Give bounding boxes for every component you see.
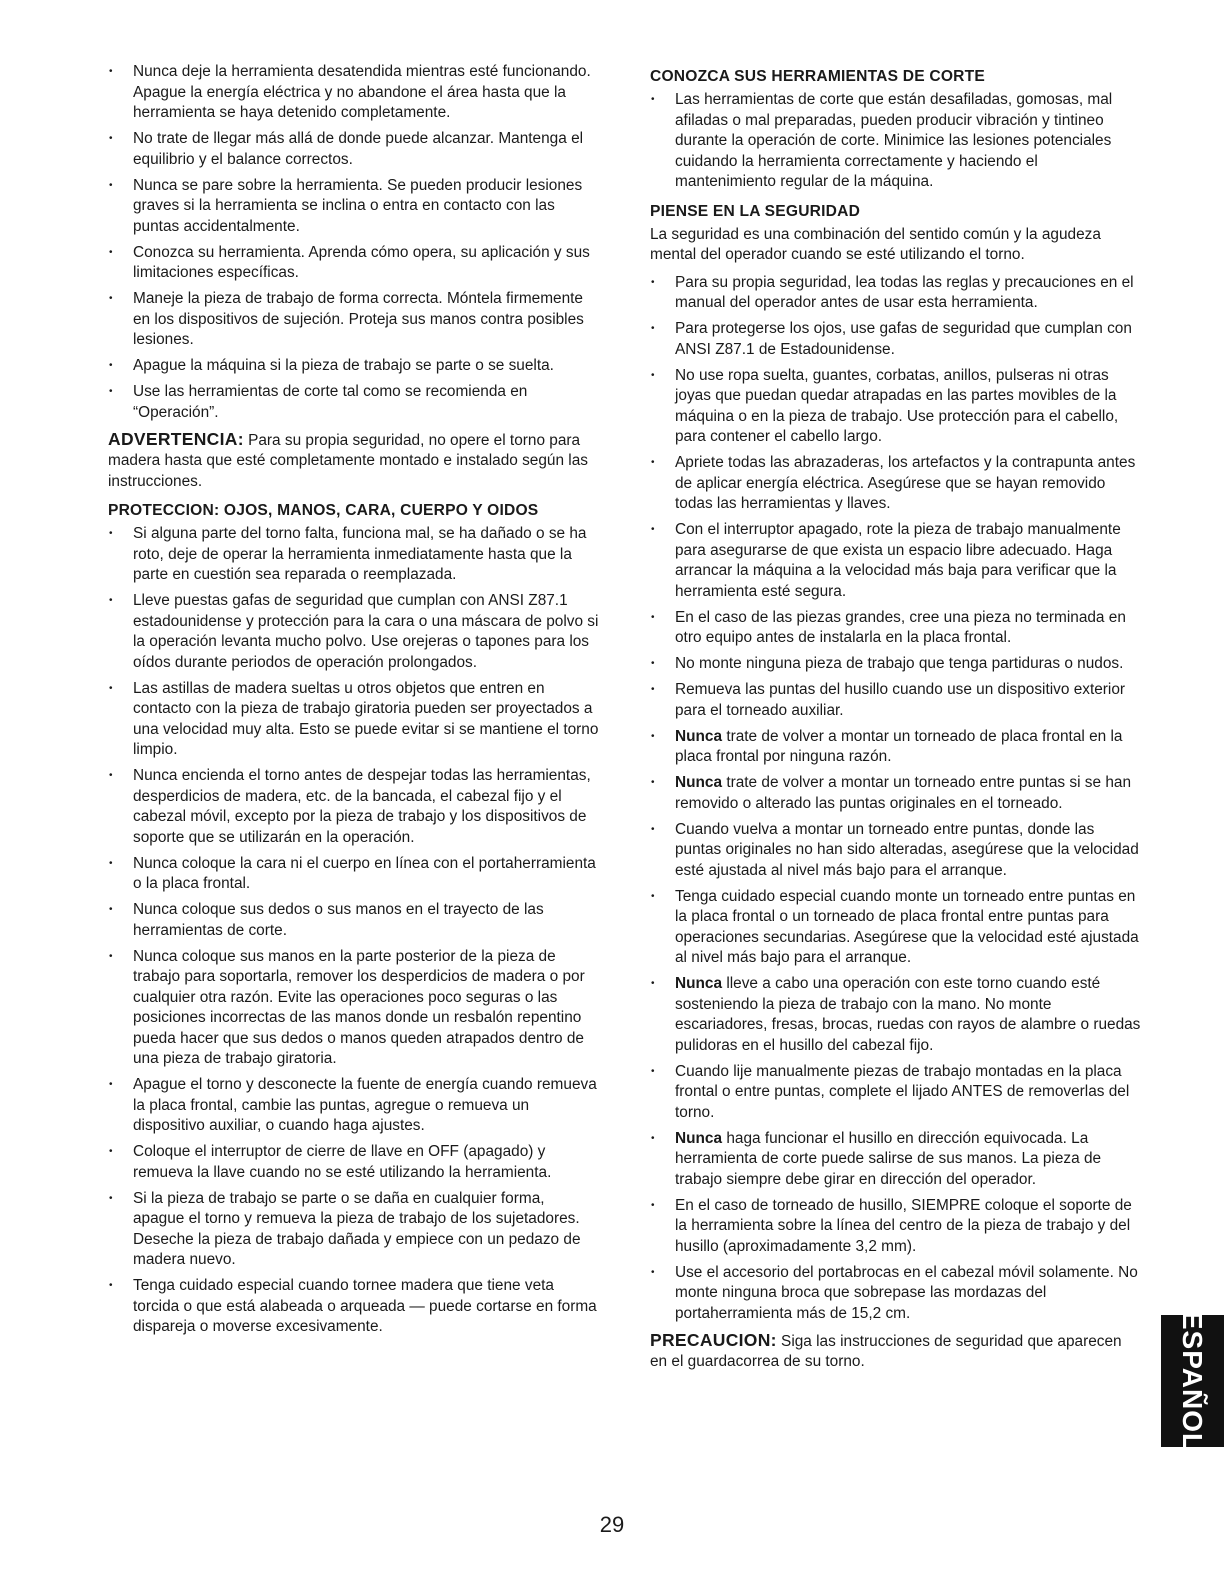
list-item: • Nunca coloque sus dedos o sus manos en el trayecto de las herramientas de corte. bbox=[108, 900, 600, 941]
list-item bbox=[650, 680, 1142, 721]
list-item bbox=[650, 1196, 1142, 1258]
list-item-text: Para su propia seguridad, lea todas las reglas y precauciones en el manual del operador antes de usar esta herramienta. bbox=[675, 273, 1134, 311]
page-number: 29 bbox=[599, 1512, 625, 1537]
list-item: • Lleve puestas gafas de seguridad que cumplan con ANSI Z87.1 estadounidense y protección para la cara o una máscara de polvo si la operación levanta mucho polvo. Use orejeras o tapones para los oídos durante periodos de operación prolongados. bbox=[108, 591, 600, 673]
list-item-text: En el caso de las piezas grandes, cree una pieza no terminada en otro equipo antes de instalarla en la placa frontal. bbox=[675, 608, 1126, 646]
list-item bbox=[650, 273, 1142, 314]
list-item-text: Apriete todas las abrazaderas, los artefactos y la contrapunta antes de aplicar energía eléctrica. Asegúrese que se hayan removido todas las herramientas y llaves. bbox=[675, 454, 1136, 512]
list-item: • Maneje la pieza de trabajo de forma correcta. Móntela firmemente en los dispositivos de sujeción. Proteja sus manos contra posibles lesiones. bbox=[108, 289, 600, 351]
list-item-text: No use ropa suelta, guantes, corbatas, anillos, pulseras ni otras joyas que puedan quedar atrapadas en las partes movibles de la máquina o en la pieza de trabajo. Use protección para el cabello, para contener el cabello largo. bbox=[675, 366, 1119, 445]
list-item bbox=[650, 820, 1142, 882]
list-item bbox=[650, 887, 1142, 969]
list-item: • Apague la máquina si la pieza de trabajo se parte o se suelta. bbox=[108, 356, 600, 377]
list-item-text: Para protegerse los ojos, use gafas de seguridad que cumplan con ANSI Z87.1 de Estadounidense. bbox=[675, 320, 1132, 358]
list-item: • Nunca deje la herramienta desatendida mientras esté funcionando. Apague la energía eléctrica y no abandone el área hasta que la herramienta se haya detenido completamente. bbox=[108, 62, 600, 124]
list-item: • Nunca se pare sobre la herramienta. Se pueden producir lesiones graves si la herramienta se inclina o entra en contacto con las puntas accidentalmente. bbox=[108, 176, 600, 238]
list-item-text: Tenga cuidado especial cuando monte un torneado entre puntas en la placa frontal o un torneado de placa frontal entre puntas para operaciones secundarias. Asegúrese que la velocidad esté ajustada al nivel más bajo para el arranque. bbox=[675, 887, 1139, 966]
list-item: • Coloque el interruptor de cierre de llave en OFF (apagado) y remueva la llave cuando no se esté utilizando la herramienta. bbox=[108, 1142, 600, 1183]
right-column bbox=[650, 62, 1142, 1380]
list-item-text: Cuando vuelva a montar un torneado entre puntas, donde las puntas originales no han sido alteradas, asegúrese que la velocidad esté ajustada al nivel más bajo para el arranque. bbox=[675, 820, 1139, 879]
list-item-emphasis: Nunca bbox=[675, 727, 723, 745]
list-item bbox=[650, 1062, 1142, 1124]
list-item: • Use las herramientas de corte tal como se recomienda en “Operación”. bbox=[108, 382, 600, 423]
list-item-emphasis: Nunca bbox=[675, 1129, 723, 1147]
list-item: • No trate de llegar más allá de donde puede alcanzar. Mantenga el equilibrio y el balance correctos. bbox=[108, 129, 600, 170]
list-item bbox=[650, 319, 1142, 360]
list-item bbox=[650, 773, 1142, 814]
warning-text: Para su propia seguridad, no opere el torno para madera hasta que esté completamente montado e instalado según las instrucciones. bbox=[108, 431, 588, 490]
cutting-tools-heading: CONOZCA SUS HERRAMIENTAS DE CORTE bbox=[650, 68, 985, 85]
protection-list bbox=[108, 524, 600, 1338]
list-item bbox=[650, 974, 1142, 1056]
general-safety-list bbox=[108, 62, 600, 423]
list-item bbox=[650, 1129, 1142, 1191]
list-item-text: Cuando lije manualmente piezas de trabajo montadas en la placa frontal o entre puntas, complete el lijado ANTES de removerlas del torno. bbox=[675, 1062, 1130, 1121]
warning-label: ADVERTENCIA: bbox=[108, 428, 244, 449]
list-item-emphasis: Nunca bbox=[675, 774, 723, 791]
list-item: • Nunca coloque sus manos en la parte posterior de la pieza de trabajo para soportarla, remover los desperdicios de madera o por cualquier otra razón. Evite las operaciones poco seguras o las posiciones incorrectas de las manos donde un resbalón repentino pueda hacer que sus dedos o manos queden atrapados dentro de una pieza de trabajo giratoria. bbox=[108, 947, 600, 1070]
list-item-text: No monte ninguna pieza de trabajo que tenga partiduras o nudos. bbox=[675, 655, 1124, 672]
list-item bbox=[650, 654, 1142, 675]
list-item-text: Use el accesorio del portabrocas en el cabezal móvil solamente. No monte ninguna broca que sobrepase las mordazas del portaherramienta más de 15,2 cm. bbox=[675, 1263, 1138, 1322]
left-column bbox=[108, 62, 600, 1343]
caution-text: Siga las instrucciones de seguridad que aparecen en el guardacorrea de su torno. bbox=[650, 1332, 1122, 1370]
list-item: • Las astillas de madera sueltas u otros objetos que entren en contacto con la pieza de trabajo giratoria pueden ser proyectados a una velocidad muy alta. Esto se puede evitar si se mantiene el torno limpio. bbox=[108, 679, 600, 761]
list-item bbox=[650, 727, 1142, 768]
list-item bbox=[650, 520, 1142, 602]
list-item-text: Con el interruptor apagado, rote la pieza de trabajo manualmente para asegurarse de que exista un espacio libre adecuado. Haga arrancar la máquina a la velocidad más baja para verificar que la herramienta esté segura. bbox=[675, 521, 1121, 600]
caution-label: PRECAUCION: bbox=[650, 1329, 777, 1350]
list-item: • Si alguna parte del torno falta, funciona mal, se ha dañado o se ha roto, deje de operar la herramienta inmediatamente hasta que la parte en cuestión sea reparada o reemplazada. bbox=[108, 524, 600, 586]
list-item: • Nunca coloque la cara ni el cuerpo en línea con el portaherramienta o la placa frontal. bbox=[108, 854, 600, 895]
safety-intro: La seguridad es una combinación del sentido común y la agudeza mental del operador cuando se esté utilizando el torno. bbox=[650, 225, 1101, 263]
list-item: • Conozca su herramienta. Aprenda cómo opera, su aplicación y sus limitaciones específicas. bbox=[108, 243, 600, 284]
list-item bbox=[650, 608, 1142, 649]
list-item-text: trate de volver a montar un torneado de placa frontal en la placa frontal por ninguna razón. bbox=[675, 727, 1123, 765]
list-item: • Nunca encienda el torno antes de despejar todas las herramientas, desperdicios de madera, etc. de la bancada, el cabezal fijo y el cabezal móvil, excepto por la pieza de trabajo y los dispositivos de soporte que se utilizarán en la operación. bbox=[108, 766, 600, 848]
list-item bbox=[650, 453, 1142, 515]
safety-heading: PIENSE EN LA SEGURIDAD bbox=[650, 202, 861, 220]
protection-heading: PROTECCION: OJOS, MANOS, CARA, CUERPO Y OIDOS bbox=[108, 502, 539, 519]
list-item: • Si la pieza de trabajo se parte o se daña en cualquier forma, apague el torno y remueva la pieza de trabajo de los sujetadores. Deseche la pieza de trabajo dañada y empiece con un pedazo de madera nuevo. bbox=[108, 1189, 600, 1271]
list-item-emphasis: Nunca bbox=[675, 975, 723, 992]
warning-paragraph bbox=[108, 429, 600, 493]
cutting-tools-list bbox=[650, 90, 1142, 193]
language-tab bbox=[1161, 1310, 1224, 1452]
list-item: • Las herramientas de corte que están desafiladas, gomosas, mal afiladas o mal preparadas, pueden producir vibración y tintineo durante la operación de corte. Minimice las lesiones potenciales cuidando la herramienta correctamente y haciendo el mantenimiento regular de la máquina. bbox=[650, 90, 1142, 193]
list-item-text: haga funcionar el husillo en dirección equivocada. La herramienta de corte puede salirse de sus manos. La pieza de trabajo siempre debe girar en dirección del operador. bbox=[675, 1129, 1102, 1188]
list-item-text: En el caso de torneado de husillo, SIEMPRE coloque el soporte de la herramienta sobre la línea del centro de la pieza de trabajo y del husillo (aproximadamente 3,2 mm). bbox=[675, 1196, 1132, 1255]
safety-list bbox=[650, 273, 1142, 1325]
list-item-text: trate de volver a montar un torneado entre puntas si se han removido o alterado las puntas originales en el torneado. bbox=[675, 774, 1132, 812]
list-item bbox=[650, 366, 1142, 448]
language-tab-label: ESPAÑOL bbox=[1177, 1310, 1209, 1452]
caution-paragraph bbox=[650, 1330, 1142, 1373]
list-item-text: Remueva las puntas del husillo cuando use un dispositivo exterior para el torneado auxiliar. bbox=[675, 681, 1126, 719]
list-item bbox=[650, 1263, 1142, 1325]
list-item: • Apague el torno y desconecte la fuente de energía cuando remueva la placa frontal, cambie las puntas, agregue o remueva un dispositivo auxiliar, o cuando haga ajustes. bbox=[108, 1075, 600, 1137]
list-item-text: lleve a cabo una operación con este torno cuando esté sosteniendo la pieza de trabajo con la mano. No monte escariadores, fresas, brocas, ruedas con rayos de alambre o ruedas pulidoras en el husillo del cabezal fijo. bbox=[675, 975, 1141, 1054]
list-item: • Tenga cuidado especial cuando tornee madera que tiene veta torcida o que está alabeada o arqueada — puede cortarse en forma dispareja o moverse excesivamente. bbox=[108, 1276, 600, 1338]
